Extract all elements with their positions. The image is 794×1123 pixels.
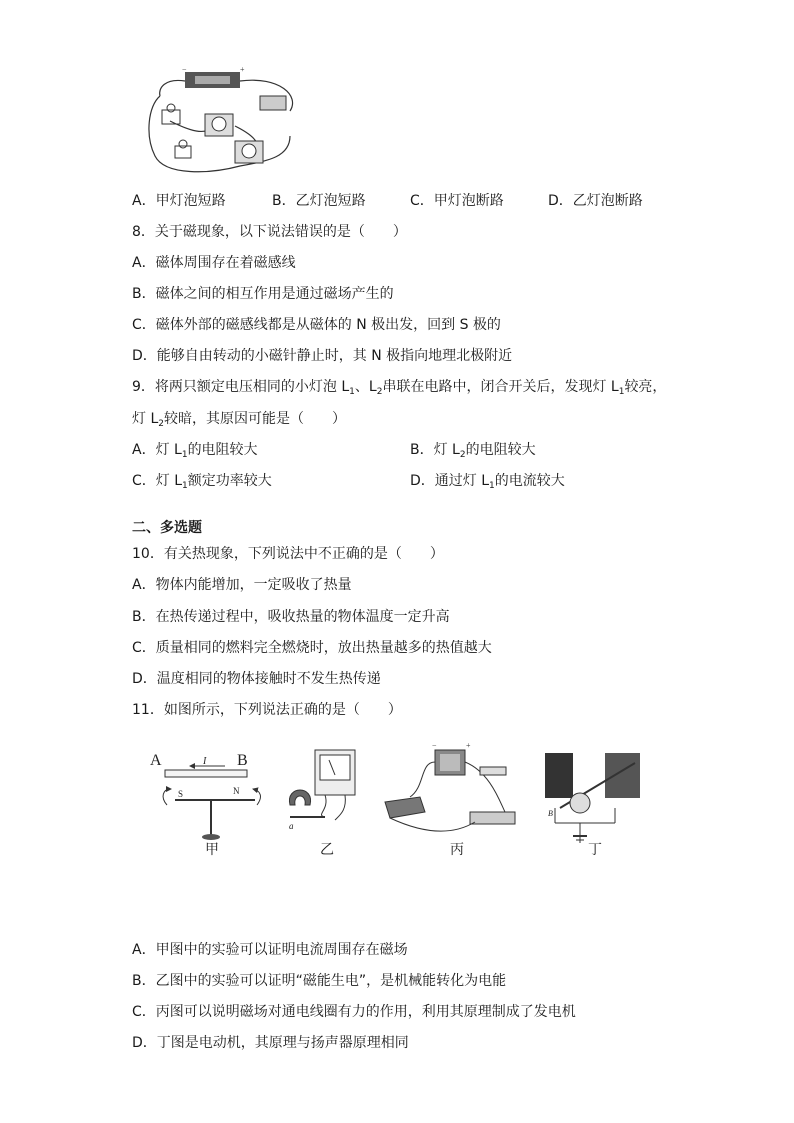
q8-option-b: B．磁体之间的相互作用是通过磁场产生的: [132, 286, 394, 302]
q9-option-b: B．灯 $L_2$的电阻较大: [410, 442, 536, 460]
q11-stem: 11．如图所示，下列说法正确的是（ ）: [132, 702, 402, 718]
svg-text:−: −: [432, 742, 437, 750]
q10-option-c: C．质量相同的燃料完全燃烧时，放出热量越多的热值越大: [132, 640, 492, 656]
figure-jia-oersted: [145, 745, 275, 855]
q7-option-a: A．甲灯泡短路: [132, 193, 226, 209]
circuit-figure-q7: [140, 66, 305, 176]
q10-option-d: D．温度相同的物体接触时不发生热传递: [132, 671, 381, 687]
figure-caption-bing: 丙: [450, 842, 464, 858]
q11-option-d: D．丁图是电动机，其原理与扬声器原理相同: [132, 1035, 409, 1051]
q9-option-d: D．通过灯 $L_1$的电流较大: [410, 473, 565, 491]
q10-option-a: A．物体内能增加，一定吸收了热量: [132, 577, 352, 593]
svg-text:−: −: [182, 66, 187, 74]
q11-option-b: B．乙图中的实验可以证明“磁能生电”，是机械能转化为电能: [132, 973, 507, 989]
figure-ding-generator: [540, 748, 645, 853]
q7-option-b: B．乙灯泡短路: [272, 193, 366, 209]
q11-option-c: C．丙图可以说明磁场对通电线圈有力的作用，利用其原理制成了发电机: [132, 1004, 576, 1020]
svg-text:+: +: [240, 66, 245, 74]
q7-option-c: C．甲灯泡断路: [410, 193, 504, 209]
q7-option-d: D．乙灯泡断路: [548, 193, 643, 209]
q9-option-a: A．灯 $L_1$的电阻较大: [132, 442, 258, 460]
svg-text:+: +: [466, 742, 471, 750]
figure-caption-jia: 甲: [205, 842, 219, 858]
label-a: A: [150, 752, 162, 769]
q9-stem-line2: 灯 $L_2$较暗，其原因可能是（ ）: [132, 411, 346, 429]
q9-stem-line1: 9．将两只额定电压相同的小灯泡 $L_1$、$L_2$串联在电路中，闭合开关后，发现灯 $L_1$较亮，: [132, 379, 667, 397]
figure-caption-ding: 丁: [588, 842, 602, 858]
q8-option-a: A．磁体周围存在着磁感线: [132, 255, 296, 271]
figure-bing-motor-setup: [380, 742, 530, 842]
q8-option-c: C．磁体外部的磁感线都是从磁体的 N 极出发，回到 S 极的: [132, 317, 501, 333]
q8-option-d: D．能够自由转动的小磁针静止时，其 N 极指向地理北极附近: [132, 348, 513, 364]
svg-text:a: a: [289, 821, 294, 831]
figure-yi-induction: [285, 745, 375, 835]
q8-stem: 8．关于磁现象，以下说法错误的是（ ）: [132, 224, 407, 240]
figure-caption-yi: 乙: [320, 842, 334, 858]
q10-stem: 10．有关热现象，下列说法中不正确的是（ ）: [132, 546, 444, 562]
label-n: N: [233, 786, 240, 796]
label-current-i: I: [203, 756, 207, 767]
q9-option-c: C．灯 $L_1$额定功率较大: [132, 473, 272, 491]
svg-text:B: B: [548, 809, 553, 818]
q11-option-a: A．甲图中的实验可以证明电流周围存在磁场: [132, 942, 408, 958]
q10-option-b: B．在热传递过程中，吸收热量的物体温度一定升高: [132, 609, 450, 625]
label-s: S: [178, 789, 184, 799]
label-b: B: [237, 752, 248, 769]
section-title-multiple-choice: 二、多选题: [132, 520, 202, 536]
